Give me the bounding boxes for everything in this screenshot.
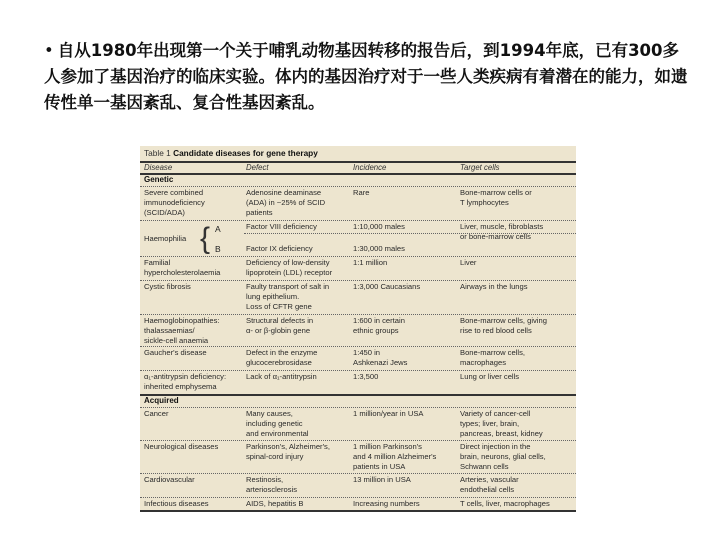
- cell-disease: Cystic fibrosis: [144, 282, 191, 291]
- table-header-row: [140, 162, 576, 173]
- cell-incidence: Increasing numbers: [353, 499, 420, 508]
- cell-defect: Parkinson's, Alzheimer's, spinal-cord injury: [246, 442, 330, 461]
- cell-incidence: 1:30,000 males: [353, 244, 405, 253]
- rule-dotted: [140, 407, 576, 408]
- cell-defect: Restinosis, arteriosclerosis: [246, 475, 298, 494]
- table-row: [140, 222, 576, 256]
- cell-incidence: 1 million/year in USA: [353, 409, 424, 418]
- cell-defect: Adenosine deaminase (ADA) in ~25% of SCID patients: [246, 188, 326, 217]
- rule-section: [140, 394, 576, 396]
- cell-target: Arteries, vascular endothelial cells: [460, 475, 519, 494]
- header-defect: Defect: [246, 163, 269, 172]
- cell-disease: α₁-antitrypsin deficiency: inherited emphysema: [144, 372, 227, 391]
- cell-incidence: 1:1 million: [353, 258, 388, 267]
- header-incidence: Incidence: [353, 163, 387, 172]
- cell-disease: Severe combined immunodeficiency (SCID/ADA): [144, 188, 205, 217]
- section-genetic: Genetic: [144, 175, 174, 184]
- rule-dotted: [140, 186, 576, 187]
- cell-defect: AIDS, hepatitis B: [246, 499, 304, 508]
- table-caption: [144, 146, 318, 160]
- cell-target: Lung or liver cells: [460, 372, 520, 381]
- cell-target: Airways in the lungs: [460, 282, 528, 291]
- rule-bottom: [140, 510, 576, 512]
- rule-dotted: [140, 314, 576, 315]
- cell-target: Liver: [460, 258, 477, 267]
- cell-defect: Deficiency of low-density lipoprotein (LDL) receptor: [246, 258, 333, 277]
- cell-disease: Cardiovascular: [144, 475, 195, 484]
- cell-target: Liver, muscle, fibroblasts or bone-marrow cells: [460, 222, 544, 241]
- cell-target: Variety of cancer-cell types; liver, brain, pancreas, breast, kidney: [460, 409, 543, 438]
- rule-dotted: [140, 346, 576, 347]
- cell-incidence: 1:3,500: [353, 372, 379, 381]
- cell-defect: Factor IX deficiency: [246, 244, 313, 253]
- rule-dotted: [140, 256, 576, 257]
- cell-incidence: 1:600 in certain ethnic groups: [353, 316, 405, 335]
- cell-incidence: 1:450 in Ashkenazi Jews: [353, 348, 408, 367]
- cell-defect: Structural defects in α- or β-globin gene: [246, 316, 314, 335]
- cell-disease: Haemoglobinopathies: thalassaemias/ sickle-cell anaemia: [144, 316, 220, 345]
- cell-disease: Gaucher's disease: [144, 348, 207, 357]
- rule-dotted: [244, 233, 576, 234]
- header-target: Target cells: [460, 163, 500, 172]
- cell-disease: Neurological diseases: [144, 442, 219, 451]
- cell-target: T cells, liver, macrophages: [460, 499, 550, 508]
- cell-defect: Many causes, including genetic and environmental: [246, 409, 309, 438]
- cell-incidence: 1 million Parkinson's and 4 million Alzheimer's patients in USA: [353, 442, 437, 471]
- cell-target: Bone-marrow cells or T lymphocytes: [460, 188, 532, 207]
- cell-incidence: Rare: [353, 188, 370, 197]
- slide-paragraph: [44, 38, 694, 116]
- cell-defect: Lack of α₁-antitrypsin: [246, 372, 317, 381]
- cell-disease: Infectious diseases: [144, 499, 209, 508]
- cell-incidence: 1:3,000 Caucasians: [353, 282, 421, 291]
- haemophilia-a-letter: A: [215, 224, 221, 234]
- cell-defect: Factor VIII deficiency: [246, 222, 317, 231]
- gene-therapy-table: [140, 146, 576, 512]
- brace-symbol: {: [200, 222, 211, 255]
- rule-dotted: [140, 370, 576, 371]
- section-acquired: Acquired: [144, 396, 179, 405]
- header-disease: Disease: [144, 163, 173, 172]
- bullet-marker: •: [44, 41, 54, 60]
- rule-dotted: [140, 473, 576, 474]
- cell-target: Direct injection in the brain, neurons, glial cells, Schwann cells: [460, 442, 546, 471]
- cell-incidence: 1:10,000 males: [353, 222, 405, 231]
- rule-dotted: [140, 440, 576, 441]
- rule-dotted: [140, 497, 576, 498]
- cell-incidence: 13 million in USA: [353, 475, 411, 484]
- cell-defect: Defect in the enzyme glucocerebrosidase: [246, 348, 318, 367]
- rule-dotted: [140, 280, 576, 281]
- cell-target: Bone-marrow cells, macrophages: [460, 348, 525, 367]
- cell-disease: Haemophilia: [144, 234, 187, 243]
- cell-target: Bone-marrow cells, giving rise to red blood cells: [460, 316, 547, 335]
- rule-header: [140, 173, 576, 175]
- caption-title: Candidate diseases for gene therapy: [173, 148, 318, 158]
- cell-defect: Faulty transport of salt in lung epithelium. Loss of CFTR gene: [246, 282, 330, 311]
- cell-disease: Cancer: [144, 409, 169, 418]
- cell-disease: Familial hypercholesterolaemia: [144, 258, 221, 277]
- slide-text-content: 自从1980年出现第一个关于哺乳动物基因转移的报告后，到1994年底，已有300多人参加了基因治疗的临床实验。体内的基因治疗对于一些人类疾病有着潜在的能力，如遗传性单一基因紊乱、复合性基因紊乱。: [44, 41, 688, 112]
- caption-prefix: Table 1: [144, 148, 171, 158]
- haemophilia-b-letter: B: [215, 244, 221, 254]
- rule-dotted: [140, 220, 576, 221]
